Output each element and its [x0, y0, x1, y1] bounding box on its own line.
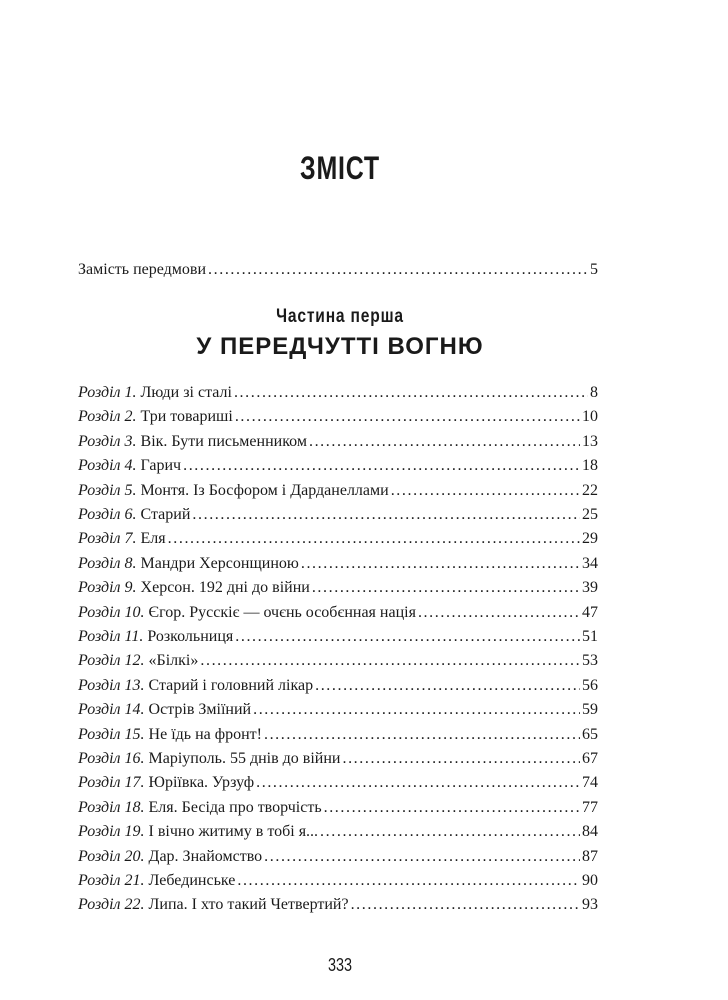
chapter-label: Розділ 4.	[78, 457, 137, 475]
dot-leader	[235, 627, 580, 647]
toc-entry-title: Еля. Бесіда про творчість	[148, 798, 322, 816]
toc-entry-chapter[interactable]	[78, 383, 598, 403]
toc-entry-page: 25	[582, 506, 598, 523]
chapter-label: Розділ 19.	[78, 823, 145, 841]
toc-entry-page: 18	[582, 457, 598, 475]
dot-leader	[192, 505, 580, 525]
toc-entry-title: Єгор. Русскіє — очєнь особєнная нація	[148, 603, 416, 621]
dot-leader	[200, 651, 580, 671]
toc-entry-chapter[interactable]	[78, 456, 598, 476]
dot-leader	[418, 603, 580, 623]
toc-entry-title: Гарич	[140, 457, 182, 475]
dot-leader	[391, 481, 580, 501]
dot-leader	[168, 529, 580, 549]
chapter-label: Розділ 5.	[78, 481, 137, 499]
toc-entry-page: 10	[582, 408, 598, 426]
dot-leader	[208, 260, 588, 280]
toc-entry-chapter[interactable]	[78, 554, 598, 574]
toc-entry-page: 34	[582, 554, 598, 572]
dot-leader	[183, 456, 580, 476]
toc-entry-chapter[interactable]	[78, 651, 598, 671]
toc-entry-page: 84	[582, 823, 598, 841]
chapter-label: Розділ 2.	[78, 408, 137, 426]
toc-entry-chapter[interactable]	[78, 407, 598, 427]
chapter-label: Розділ 21.	[78, 872, 145, 889]
chapter-label: Розділ 9.	[78, 579, 137, 597]
chapter-label: Розділ 22.	[78, 896, 145, 914]
toc-entry-page: 51	[582, 628, 598, 645]
toc-entry-page: 53	[582, 652, 598, 670]
dot-leader	[237, 871, 580, 891]
chapter-label: Розділ 6.	[78, 506, 137, 523]
toc-entry-chapter[interactable]	[78, 847, 598, 867]
dot-leader	[351, 895, 580, 915]
chapter-label: Розділ 1.	[78, 384, 137, 401]
toc-entry-page: 77	[582, 798, 598, 816]
toc-entry-chapter[interactable]	[78, 725, 598, 745]
toc-entry-chapter[interactable]	[78, 603, 598, 623]
chapter-label: Розділ 16.	[78, 750, 145, 767]
toc-entry-title: Розкольниця	[147, 628, 234, 645]
toc-entry-chapter[interactable]	[78, 481, 598, 501]
toc-entry-title: Старий і головний лікар	[148, 676, 314, 694]
toc-entry-title: Люди зі сталі	[140, 384, 232, 401]
toc-entry-title: І вічно житиму в тобі я...	[148, 823, 319, 841]
toc-entry-chapter[interactable]	[78, 627, 598, 647]
part-label: Частина перша	[276, 306, 404, 327]
chapter-label: Розділ 10.	[78, 603, 145, 621]
toc-entry-title: Не їдь на фронт!	[148, 725, 262, 743]
toc-entry-chapter[interactable]	[78, 700, 598, 720]
toc-entry-title: Замість передмови	[78, 261, 207, 278]
dot-leader	[234, 383, 588, 403]
page-title: ЗМІСТ	[300, 150, 380, 186]
toc-entry-page: 22	[582, 481, 598, 499]
toc-entry-title: Монтя. Із Босфором і Дарданеллами	[140, 481, 389, 499]
toc-entry-chapter[interactable]	[78, 798, 598, 818]
toc-entry-page: 74	[582, 774, 598, 792]
toc-entry-chapter[interactable]	[78, 529, 598, 549]
toc-entry-chapter[interactable]	[78, 749, 598, 769]
toc-entry-page: 59	[582, 701, 598, 719]
toc-entry-page: 13	[582, 432, 598, 450]
page-number: 333	[327, 955, 353, 975]
toc-entry-title: «Білкі»	[148, 652, 199, 670]
dot-leader	[264, 725, 580, 745]
chapter-label: Розділ 13.	[78, 676, 145, 694]
toc-entry-title: Вік. Бути письменником	[140, 432, 307, 450]
toc-entry-title: Еля	[140, 530, 166, 548]
chapter-label: Розділ 20.	[78, 847, 145, 865]
dot-leader	[301, 554, 580, 574]
dot-leader	[264, 847, 580, 867]
chapter-label: Розділ 7.	[78, 530, 137, 548]
toc-entry-chapter[interactable]	[78, 578, 598, 598]
toc-entry-page: 56	[582, 676, 598, 694]
toc-entry-page: 39	[582, 579, 598, 597]
toc-entry-page: 47	[582, 603, 598, 621]
dot-leader	[342, 749, 580, 769]
toc-entry-title: Три товариші	[140, 408, 233, 426]
chapter-label: Розділ 11.	[78, 628, 144, 645]
dot-leader	[256, 773, 580, 793]
toc-entry-page: 29	[582, 530, 598, 548]
toc-entry-title: Дар. Знайомство	[148, 847, 263, 865]
toc-entry-intro[interactable]	[78, 260, 598, 280]
toc-entry-chapter[interactable]	[78, 432, 598, 452]
toc-entry-page: 67	[582, 750, 598, 767]
toc-entry-title: Старий	[140, 506, 191, 523]
toc-entry-page: 8	[590, 384, 598, 401]
part-title: У ПЕРЕДЧУТТІ ВОГНЮ	[196, 333, 484, 360]
chapter-label: Розділ 18.	[78, 798, 145, 816]
chapter-label: Розділ 3.	[78, 432, 137, 450]
toc-entry-chapter[interactable]	[78, 676, 598, 696]
toc-entry-title: Херсон. 192 дні до війни	[140, 579, 310, 597]
toc-entry-page: 93	[582, 896, 598, 914]
toc-entry-title: Маріуполь. 55 днів до війни	[148, 750, 341, 767]
dot-leader	[320, 822, 580, 842]
chapter-label: Розділ 17.	[78, 774, 145, 792]
toc-entry-chapter[interactable]	[78, 871, 598, 891]
toc-entry-page: 5	[590, 261, 598, 278]
toc-entry-title: Мандри Херсонщиною	[140, 554, 299, 572]
toc-entry-chapter[interactable]	[78, 773, 598, 793]
dot-leader	[309, 432, 580, 452]
dot-leader	[253, 700, 580, 720]
toc-entry-title: Липа. І хто такий Четвертий?	[148, 896, 349, 914]
toc-entry-title: Лебединське	[148, 872, 236, 889]
toc-entry-page: 87	[582, 847, 598, 865]
dot-leader	[235, 407, 580, 427]
dot-leader	[315, 676, 580, 696]
toc-entry-chapter[interactable]	[78, 505, 598, 525]
chapter-label: Розділ 12.	[78, 652, 145, 670]
chapter-label: Розділ 8.	[78, 554, 137, 572]
toc-entry-title: Острів Зміїний	[148, 701, 252, 719]
toc-entry-page: 65	[582, 725, 598, 743]
dot-leader	[312, 578, 580, 598]
toc-entry-title: Юріївка. Урзуф	[148, 774, 255, 792]
toc-entry-chapter[interactable]	[78, 895, 598, 915]
toc-entry-page: 90	[582, 872, 598, 889]
dot-leader	[324, 798, 580, 818]
toc-entry-chapter[interactable]	[78, 822, 598, 842]
chapter-label: Розділ 14.	[78, 701, 145, 719]
chapter-label: Розділ 15.	[78, 725, 145, 743]
